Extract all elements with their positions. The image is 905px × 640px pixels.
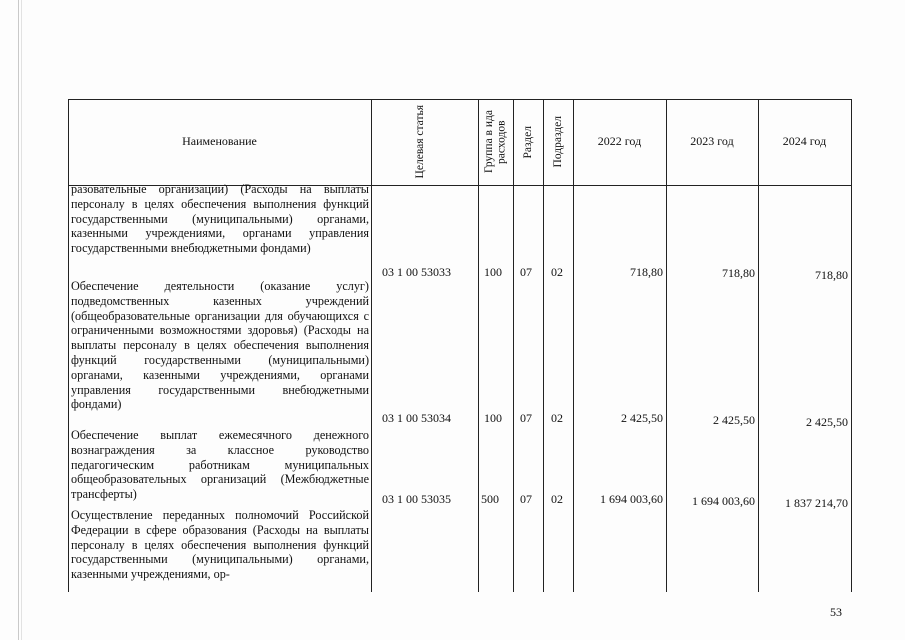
row-1-2023: 718,80	[722, 266, 755, 280]
row-1-2024: 718,80	[815, 268, 848, 282]
header-target-label: Целевая статья	[414, 105, 426, 179]
row-4-name: Осуществление переданных полномочий Российской Федерации в сфере образования (Расходы на выплаты персоналу в целях обеспечения выполнения функций государственными (муниципальными) органами, казенными учреждениями, ор-	[71, 508, 369, 582]
col-border-name	[371, 99, 372, 592]
row-2-subsection: 02	[551, 411, 563, 425]
col-border-right	[851, 99, 852, 592]
row-2-target: 03 1 00 53034	[382, 411, 451, 425]
row-1-2022: 718,80	[630, 265, 663, 279]
header-2023-label: 2023 год	[690, 134, 734, 149]
header-group	[478, 99, 513, 185]
row-1-name: разовательные организации) (Расходы на выплаты персоналу в целях обеспечения выполнения функций государственными (муниципальными) органами, казенными учреждениями, органами управления государственными внебюджетными фондами)	[71, 182, 369, 256]
row-2-name: Обеспечение деятельности (оказание услуг) подведомственных казенных учреждений (общеобразовательные организации для обучающихся с ограниченными возможностями здоровья) (Расходы на выплаты персоналу в целях обеспечения выполнения функций государственными (муниципальными) органами, казенными учреждениями, органами управления государственными внебюджетными фондами)	[71, 279, 369, 412]
row-3-subsection: 02	[551, 492, 563, 506]
row-2-group: 100	[484, 411, 502, 425]
header-name	[68, 99, 371, 185]
header-subsection-label: Подраздел	[551, 116, 564, 168]
row-2-section: 07	[520, 411, 532, 425]
row-3-2023: 1 694 003,60	[692, 494, 755, 508]
budget-table	[68, 99, 852, 592]
scan-edge-shadow	[21, 0, 22, 640]
header-target	[378, 99, 478, 185]
row-2-2023: 2 425,50	[713, 413, 755, 427]
scan-edge	[18, 0, 19, 640]
row-1-target: 03 1 00 53033	[382, 265, 451, 279]
row-1-group: 100	[484, 265, 502, 279]
row-3-2024: 1 837 214,70	[785, 496, 848, 510]
row-3-target: 03 1 00 53035	[382, 492, 451, 506]
header-name-label: Наименование	[182, 134, 257, 149]
header-2024	[758, 99, 851, 185]
header-group-label: Группа в ида расходов	[482, 110, 508, 174]
header-2023	[666, 99, 758, 185]
row-2-2022: 2 425,50	[621, 411, 663, 425]
header-2024-label: 2024 год	[782, 134, 827, 149]
row-2-2024: 2 425,50	[806, 415, 848, 429]
row-1-section: 07	[520, 265, 532, 279]
header-section-label: Раздел	[521, 125, 534, 159]
header-2022	[573, 99, 666, 185]
row-1-subsection: 02	[551, 265, 563, 279]
header-2022-label: 2022 год	[597, 134, 642, 149]
row-3-group: 500	[481, 492, 499, 506]
row-3-section: 07	[520, 492, 532, 506]
header-subsection	[543, 99, 573, 185]
row-3-2022: 1 694 003,60	[600, 492, 663, 506]
header-section	[513, 99, 543, 185]
row-3-name: Обеспечение выплат ежемесячного денежного вознаграждения за классное руководство педагогическим работникам муниципальных общеобразовательных организаций (Межбюджетные трансферты)	[71, 428, 369, 502]
page-number: 53	[830, 605, 842, 619]
